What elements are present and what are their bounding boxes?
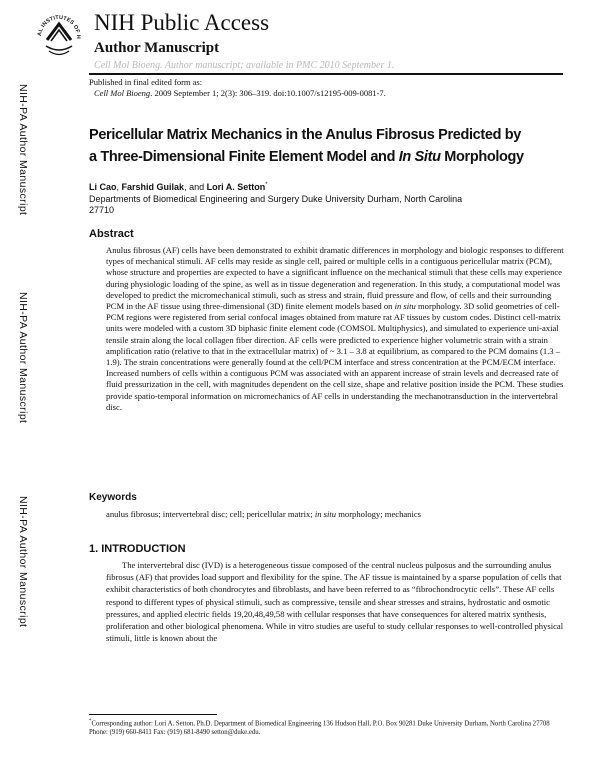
publication-info <box>89 77 386 99</box>
abstract-part-1: Anulus fibrosus (AF) cells have been demonstrated to exhibit dramatic differences in morphology and biologic responses to different types of mechanical stimuli. AF cells may reside as single cell, paired or multiple cells in a contiguous pericellular matrix (PCM), whose structure and properties are expected to have a significant influence on the mechanical stimuli that these cells may experience during physiologic loading of the spine, as well as in tissue degeneration and regeneration. In this study, a computational model was developed to predict the micromechanical stimuli, such as stress and strain, fluid pressure and flow, of cells and their surrounding PCM in the AF tissue using three-dimensional (3D) finite element models based on <box>106 245 564 312</box>
introduction-heading: 1. INTRODUCTION <box>89 543 186 555</box>
author-sep-2: , and <box>184 182 207 192</box>
header-rule <box>89 73 563 75</box>
keywords-italic: in situ <box>314 509 337 519</box>
author-footnote-mark: * <box>265 182 268 188</box>
citation <box>94 88 386 99</box>
side-label-top: NIH-PA Author Manuscript <box>17 84 29 216</box>
svg-text:NATIONAL INSTITUTES OF HEALTH <box>34 6 81 39</box>
footnote-mark: * <box>89 719 92 724</box>
author-1: Li Cao <box>89 182 117 192</box>
title-line-2 <box>89 146 569 168</box>
title-line-1: Pericellular Matrix Mechanics in the Anulus Fibrosus Predicted by <box>89 127 521 143</box>
author-2: Farshid Guilak <box>121 182 185 192</box>
introduction-paragraph: The intervertebral disc (IVD) is a heterogeneous tissue composed of the central nucleus pulposus and the surrounding anulus fibrosus (AF) that provides load support and flexibility for the spine. The AF tissue is maintained by a sparse population of cells that exhibit characteristics of both chondrocytes and fibroblasts, and have been referred to as “fibrochondrocytic cells”. These AF cells respond to different types of physical stimuli, such as compressive, tensile and shear stresses and strains, hydrostatic and osmotic pressures, and applied electric fields 19,20,48,49,58 with cellular responses that have consequences for altered matrix synthesis, proliferation and other biological phenomena. While in vitro studies are useful to study cellular responses to well-controlled physical stimuli, little is known about the <box>106 560 564 644</box>
nih-public-access-title: NIH Public Access <box>94 10 270 35</box>
keywords-heading: Keywords <box>89 492 137 503</box>
abstract-italic: in situ <box>394 301 416 312</box>
abstract-heading: Abstract <box>89 228 134 240</box>
abstract-part-2: morphology. 3D solid geometries of cell-PCM regions were registered from serial confocal images obtained from mature rat AF tissues by custom codes. Distinct cell-matrix units were modeled with a custom 3D biphasic finite element code (COMSOL Multiphysics), and simulated to experience uni-axial tensile strain along the local collagen fiber direction. AF cells were predicted to experience higher volumetric strain with a strain amplification ratio (relative to that in the extracellular matrix) of ~ 3.1 – 3.8 at equilibrium, as compared to the PCM domains (1.3 – 1.9). The strain concentrations were generally found at the cell/PCM interface and stress concentration at the PCM/ECM interface. Increased numbers of cells within a contiguous PCM was associated with an apparent increase of strain levels and decreased rate of fluid pressurization in the cell, with magnitudes dependent on the cell size, shape and relative position inside the PCM. These studies provide spatio-temporal information on micromechanics of AF cells in understanding the mechanotransduction in the intervertebral disc. <box>106 301 564 412</box>
availability-line: Cell Mol Bioeng. Author manuscript; available in PMC 2010 September 1. <box>94 60 395 71</box>
paper-title <box>89 124 569 168</box>
citation-journal: Cell Mol Bioeng <box>94 88 151 98</box>
footnote-text: Corresponding author: Lori A. Setton, Ph.D. Department of Biomedical Engineering 136 Hudson Hall, P.O. Box 90281 Duke University Durham, North Carolina 27708 Phone: (919) 660-8411 Fax: (919) 681-8490 setton@duke.edu. <box>89 720 550 737</box>
author-list <box>89 182 268 192</box>
footnote-rule <box>89 714 217 715</box>
keywords-part-2: morphology; mechanics <box>336 509 422 519</box>
nih-seal-logo <box>34 6 84 66</box>
abstract-body <box>106 245 568 413</box>
side-label-bottom: NIH-PA Author Manuscript <box>17 496 29 628</box>
title-line-2-end: Morphology <box>440 149 524 165</box>
keywords-part-1: anulus fibrosus; intervertebral disc; cell; pericellular matrix; <box>106 509 315 519</box>
title-italic: In Situ <box>398 149 441 165</box>
footnote <box>89 717 559 737</box>
citation-details: . 2009 September 1; 2(3): 306–319. doi:10.1007/s12195-009-0081-7. <box>150 88 386 98</box>
introduction-body <box>106 559 568 644</box>
author-3: Lori A. Setton <box>206 182 266 192</box>
side-label-middle: NIH-PA Author Manuscript <box>17 292 29 424</box>
author-manuscript-label: Author Manuscript <box>94 40 220 56</box>
title-line-2-start: a Three-Dimensional Finite Element Model and <box>89 149 399 165</box>
keywords-list <box>106 509 421 519</box>
author-sep-1: , <box>116 182 122 192</box>
published-label: Published in final edited form as: <box>89 77 203 87</box>
seal-text: AL INSTITUTES OF H <box>36 14 82 39</box>
affiliation: Departments of Biomedical Engineering and Surgery Duke University Durham, North Carolina 27710 <box>89 194 463 215</box>
